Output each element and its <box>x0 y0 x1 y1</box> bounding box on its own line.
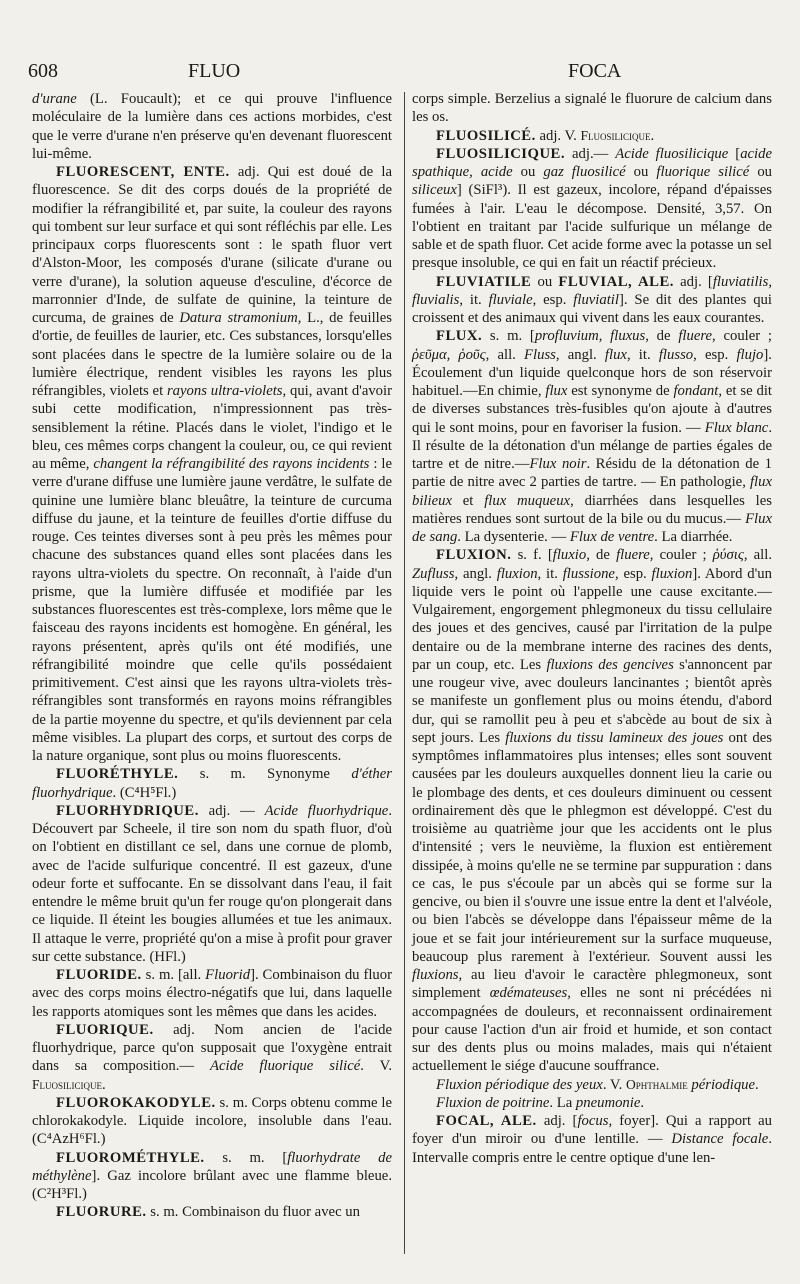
entry-text: , all. <box>743 547 773 564</box>
italic-text: Fluorid <box>205 967 251 983</box>
entry-text: ]. Combinaison du fluor avec des corps moins électro-négatifs que lui, dans laquelle les rapports atomiques sont les mêmes que dans les acides. <box>32 967 392 1020</box>
entry-text: adj. Qui est doué de la fluorescence. Se dit des corps doués de la propriété de modifier la réfrangibilité et, par suite, la couleur des rayons qui tombent sur leur surface et qui sont réfléchis par elle. Les principaux corps fluorescents sont : le spath fluor vert d'Alston-Moor, les composés d'urane (silicate d'urane ou verre d'urane), la solution aqueuse d'esculine, d'écorce de marronnier d'Inde, de sulfate de quinine, la teinture de curcuma, de graines de <box>32 164 392 326</box>
entry-text: , it. <box>537 565 563 582</box>
dictionary-entry <box>32 1021 392 1094</box>
dictionary-entry <box>412 127 772 145</box>
headword: FLUORIQUE. <box>56 1021 154 1038</box>
italic-text: flujo <box>736 346 764 363</box>
italic-text: fluviatilis, fluvialis <box>412 273 772 308</box>
entry-text: . La <box>549 1094 576 1111</box>
dictionary-entry <box>412 327 772 546</box>
entry-text: ] (SiFl³). Il est gazeux, incolore, répand d'épaisses fumées à l'air. L'eau le décompose. Densité, 3,57. On l'obtient en traitant par l'acide sulfurique un mélange de sable et de spath fluor. Cet acide forme avec la potasse un sel presque insoluble, ce qui en fait un réactif précieux. <box>412 182 772 272</box>
italic-text: ῥεῦμα, ῥοῦς <box>412 346 486 363</box>
italic-text: Acide fluorique silicé <box>210 1058 361 1075</box>
italic-text: profluvium, fluxus <box>534 328 646 345</box>
italic-text: Flux de sang <box>412 510 772 545</box>
cross-reference: Fluosilicique <box>32 1076 103 1092</box>
dictionary-entry <box>32 1203 392 1221</box>
italic-text: fluviale <box>488 291 533 308</box>
entry-text: . <box>755 1076 759 1093</box>
italic-text: Datura stramonium <box>179 310 298 326</box>
italic-text: fluere <box>678 328 713 345</box>
italic-text: focus <box>577 1113 609 1129</box>
entry-text: , diarrhées dans lesquelles les matières rendues sont surtout de la bile ou du mucus.— <box>412 492 772 527</box>
headword: FLUORÉTHYLE. <box>56 766 179 783</box>
headword: FLUVIATILE <box>436 273 532 290</box>
italic-text: périodique <box>691 1076 756 1093</box>
headword: FLUORESCENT, ENTE. <box>56 164 230 180</box>
italic-text: Fluxion périodique des yeux <box>436 1076 603 1093</box>
italic-text: fluxion <box>651 565 693 582</box>
entry-text: . <box>102 1076 106 1093</box>
entry-text: . V. <box>360 1058 393 1075</box>
italic-text: fluxions des gencives <box>546 656 674 673</box>
dictionary-entry <box>32 765 392 802</box>
entry-text: s. m. [ <box>482 328 535 345</box>
italic-text: rayons ultra-violets <box>166 383 283 399</box>
entry-text: . <box>640 1094 645 1111</box>
cross-reference: Fluosilicique <box>580 127 651 143</box>
italic-text: flussione <box>562 565 615 582</box>
entry-text: , de <box>586 547 617 564</box>
dictionary-entry <box>32 1149 392 1204</box>
dictionary-entry <box>32 1094 392 1149</box>
dictionary-entry <box>32 90 392 163</box>
header-right-word: FOCA <box>568 60 622 82</box>
dictionary-entry <box>412 1094 772 1112</box>
entry-text: , it. <box>459 291 489 308</box>
entry-text: s. m. Corps obtenu comme le chlorokakodyle. Liquide incolore, insoluble dans l'eau. (C⁴AzH⁶Fl.) <box>32 1094 392 1148</box>
entry-text: , qui, avant d'avoir subi cette modification, n'impressionnent pas très-sensiblement la rétine. Placés dans le violet, l'indigo et le bleu, ces mêmes corps changent la couleur, ou, ce qui revient au même, <box>32 383 392 472</box>
entry-text: adj. — <box>198 802 265 819</box>
italic-text: ῥύσις <box>712 547 744 564</box>
italic-text: Acide fluorhydrique <box>264 802 389 819</box>
entry-text: adj. [ <box>536 1113 578 1129</box>
entry-text: adj. V. <box>535 127 581 144</box>
entry-text: , esp. <box>693 346 737 363</box>
entry-text: s. f. [ <box>511 547 553 564</box>
entry-text: (L. Foucault); et ce qui prouve l'influence moléculaire de la lumière dans ces actions morbides, c'est que le verre d'urane n'en préserve qu'en devenant fluorescent lui-même. <box>32 91 392 162</box>
entry-text: . Il résulte de la détonation d'un mélange de parties égales de tartre et de nitre.— <box>412 419 772 472</box>
entry-text: s'annoncent par une rougeur vive, avec douleurs lancinantes ; bientôt après se manifeste un gonflement plus ou moins étendu, d'abord dur, qui se ramollit peu à peu et s'abcède au bout de six à sept jours. Les <box>412 656 772 746</box>
entry-text: , L., de feuilles d'ortie, de feuilles de laurier, etc. Ces substances, lorsqu'elles sont placées dans le spectre de la lumière solaire ou de la lumière électrique, rendent visibles les rayons les plus réfrangibles, violets et <box>32 310 392 399</box>
entry-text: ]. Écoulement d'un liquide quelconque hors de son réservoir habituel.—En chimie, <box>412 346 772 399</box>
entry-text: ]. Gaz incolore brûlant avec une flamme bleue. (C²H³Fl.) <box>32 1167 392 1202</box>
entry-text: adj. Nom ancien de l'acide fluorhydrique, parce qu'on supposait que l'oxygène entrait dans sa composition.— <box>32 1021 392 1075</box>
italic-text: Flux noir <box>529 456 587 472</box>
entry-text: s. m. Synonyme <box>178 766 352 783</box>
italic-text: Distance focale <box>671 1131 769 1148</box>
dictionary-entry <box>412 1076 772 1094</box>
entry-text: s. m. [ <box>204 1149 288 1166</box>
dictionary-entry <box>412 145 772 273</box>
entry-text: adj.— <box>565 145 616 162</box>
entry-text: [ <box>728 145 741 162</box>
italic-text: flux bilieux <box>412 474 772 509</box>
italic-text: flux <box>604 346 627 363</box>
italic-text: flux <box>545 383 568 399</box>
entry-text: . (C⁴H⁵Fl.) <box>112 784 177 801</box>
entry-text: . La diarrhée. <box>654 529 733 545</box>
italic-text: d'urane <box>32 91 77 107</box>
italic-text: Flux blanc <box>704 419 769 436</box>
entry-text: , au lieu d'avoir le caractère phlegmoneux, sont simplement <box>412 967 772 1002</box>
entry-text: , elles ne sont ni précédées ni accompagnées de douleurs, et reconnaissent ordinairement pour cause l'action d'un air froid et humide, et son contact sur des dents plus ou moins malades, mais qui n'étaient actuellement le siége d'aucune souffrance. <box>412 985 772 1075</box>
entry-text: ont des symptômes inflammatoires plus intenses; elles sont souvent causées par les douleurs auxquelles donnent lieu la carie ou le plombage des dents, et ces douleurs diminuent ou cessent ordinairement dès que le phlegmon est développé. C'est du troisième au quatrième jour que les accidents ont le plus d'intensité ; vers le neuvième, la fluxion est entièrement dissipée, à moins qu'elle ne se termine par suppuration : dans ce cas, le pus s'écoule par un abcès qui se forme sur la gencive, ou bien il s'ouvre une issue entre la dent et l'alvéole, ou bien l'abcès se développe dans l'épaisseur même de la joue et se fait jour intérieurement sur la surface muqueuse, beaucoup plus rarement à l'extérieur. Souvent aussi les <box>412 729 772 965</box>
italic-text: pneumonie <box>575 1094 641 1111</box>
entry-text: ou <box>749 164 773 180</box>
italic-text: d'éther fluorhydrique <box>32 766 392 801</box>
italic-text: fluere <box>616 547 650 564</box>
italic-text: siliceux <box>412 182 457 199</box>
entry-text: ou <box>512 164 544 180</box>
italic-text: fluxions du tissu lamineux des joues <box>505 729 724 746</box>
dictionary-entry <box>412 1112 772 1167</box>
headword: FLUVIAL, ALE. <box>558 273 674 290</box>
page-number: 608 <box>28 60 58 82</box>
italic-text: fluorhydrate de méthylène <box>32 1149 392 1184</box>
entry-text: corps simple. Berzelius a signalé le fluorure de calcium dans les os. <box>412 91 772 126</box>
entry-text: s. m. [all. <box>141 967 206 983</box>
italic-text: fluxion <box>496 565 538 582</box>
entry-text: ]. Se dit des plantes qui croissent et des animaux qui vivent dans les eaux courantes. <box>412 291 772 326</box>
dictionary-entry <box>412 273 772 328</box>
running-head <box>28 60 778 86</box>
dictionary-entry <box>32 163 392 765</box>
entry-text: , angl. <box>454 565 497 582</box>
entry-text: , esp. <box>532 291 574 308</box>
column-divider <box>404 92 405 1254</box>
entry-text: , foyer]. Qui a rapport au foyer d'un miroir ou d'une lentille. — <box>412 1113 772 1148</box>
italic-text: Acide fluosilicique <box>615 145 729 162</box>
headword: FLUOSILICÉ. <box>436 127 536 144</box>
italic-text: fluviatil <box>573 291 619 308</box>
entry-text: , it. <box>626 346 659 363</box>
italic-text: Flux de ventre <box>569 529 655 545</box>
entry-text: : le verre d'urane diffuse une lumière jaune verdâtre, le sulfate de quinine une lumière blanc bleuâtre, la teinture de curcuma diffuse du jaune, et la teinture de feuilles d'ortie diffuse du rouge. Ces teintes diverses sont à peu près les mêmes pour chacune des substances quand elles sont placées dans les rayons ultra-violets du spectre. On reconnaît, à l'aide d'un prisme, que la lumière diffusée et modifiée par les substances fluorescentes est très-complexe, lors même que le faisceau des rayons incidents est homogène. En général, les rayons présentent, après qu'ils ont été modifiés, une réfrangibilité moindre que celle qu'ils possédaient primitivement. C'est ainsi que les rayons ultra-violets très-réfrangibles sont transformés en rayons moins réfrangibles de la partie moyenne du spectre, et qu'ils deviennent par cela même visibles. La plupart des corps, et surtout des corps de la nature organique, sont plus ou moins fluorescents. <box>32 456 392 764</box>
italic-text: fluxions <box>412 967 459 983</box>
entry-text: . La dysenterie. — <box>457 529 570 545</box>
italic-text: gaz fluosilicé <box>543 164 626 180</box>
entry-text: s. m. Combinaison du fluor avec un <box>146 1204 360 1221</box>
entry-text: est synonyme de <box>567 383 674 399</box>
entry-text: , et se dit de diverses substances très-fusibles qu'on ajoute à d'autres qui le sont moins, pour en favoriser la fusion. — <box>412 383 772 436</box>
italic-text: fondant <box>673 383 719 399</box>
entry-text: , couler ; <box>649 547 713 564</box>
left-column <box>32 90 392 1222</box>
headword: FLUORURE. <box>56 1204 147 1221</box>
entry-text: , couler ; <box>712 328 773 345</box>
cross-reference: Ophthalmie <box>625 1076 688 1092</box>
entry-text: , angl. <box>555 346 605 363</box>
entry-text: , esp. <box>614 565 652 582</box>
entry-text: , de <box>645 328 679 345</box>
headword: FOCAL, ALE. <box>436 1113 537 1129</box>
entry-text: ou <box>531 273 559 290</box>
right-column <box>412 90 772 1167</box>
headword: FLUORIDE. <box>56 967 142 983</box>
entry-text: et <box>451 492 485 509</box>
italic-text: fluorique silicé <box>656 164 750 180</box>
headword: FLUXION. <box>436 547 512 564</box>
headword: FLUOSILICIQUE. <box>436 145 566 162</box>
italic-text: flusso <box>658 346 694 363</box>
entry-text: ]. Abord d'un liquide vers le point où l'appelle une cause excitante.—Vulgairement, engorgement phlegmoneux du tissu cellulaire des joues et des gencives, causé par l'irritation de la pulpe dentaire ou de la membrane interne des racines des dents, par un coup, etc. Les <box>412 565 772 673</box>
entry-text: . V. <box>602 1076 626 1093</box>
italic-text: flux muqueux <box>484 492 571 509</box>
italic-text: changent la réfrangibilité des rayons incidents <box>93 456 370 472</box>
italic-text: œdémateuses <box>489 985 568 1002</box>
dictionary-entry <box>412 90 772 127</box>
entry-text: . <box>650 127 655 144</box>
header-left-word: FLUO <box>188 60 241 82</box>
dictionary-entry <box>32 966 392 1021</box>
italic-text: acide spathique, acide <box>412 145 772 180</box>
entry-text: adj. [ <box>673 273 713 290</box>
italic-text: Zufluss <box>412 565 455 582</box>
headword: FLUOROKAKODYLE. <box>56 1094 216 1111</box>
entry-text: . Découvert par Scheele, il tire son nom du spath fluor, d'où on l'obtient en distillant ce sel, dans une cornue de plomb, avec de l'acide sulfurique concentré. Il est gazeux, d'une odeur forte et suffocante. En se dissolvant dans l'eau, il fait entendre le même bruit qu'un fer rouge qu'on plongerait dans ce liquide. Il éteint les bougies allumées et tue les animaux. Il attaque le verre, propriété qu'on a mise à profit pour graver sur cette substance. (HFl.) <box>32 802 392 965</box>
italic-text: Fluxion de poitrine <box>436 1094 550 1111</box>
italic-text: fluxio <box>552 547 587 564</box>
entry-text: , all. <box>485 346 525 363</box>
entry-text: . Intervalle compris entre le centre optique d'une len- <box>412 1131 772 1166</box>
headword: FLUX. <box>436 328 483 345</box>
dictionary-entry <box>412 546 772 1075</box>
italic-text: Fluss <box>524 346 556 363</box>
headword: FLUOROMÉTHYLE. <box>56 1149 205 1166</box>
headword: FLUORHYDRIQUE. <box>56 802 199 819</box>
dictionary-entry <box>32 802 392 966</box>
entry-text: ou <box>625 164 657 180</box>
entry-text: . Résidu de la détonation de 1 partie de nitre avec 2 parties de tartre. — En pathologie, <box>412 456 773 491</box>
